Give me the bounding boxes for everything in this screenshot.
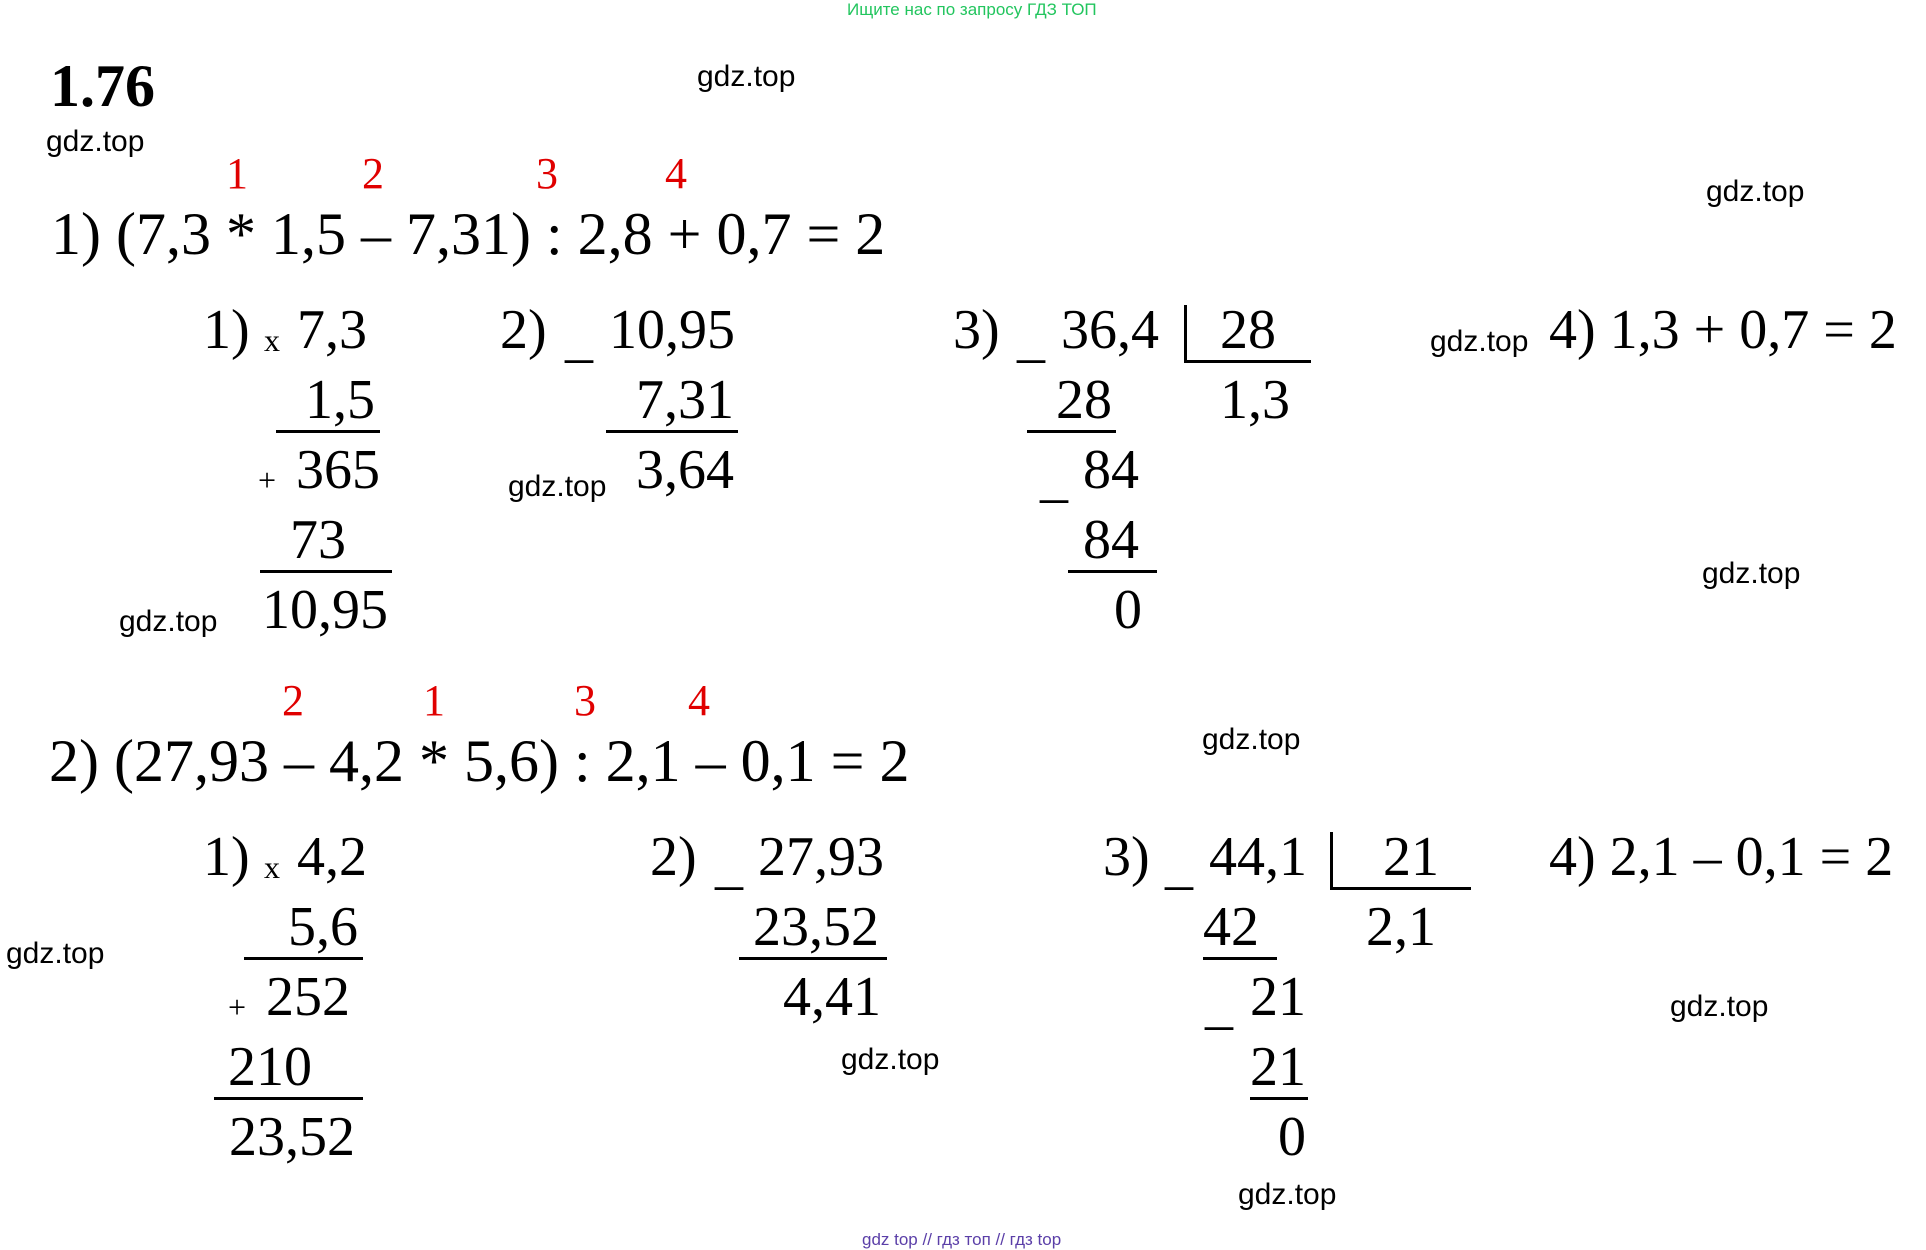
minus-sign: _ (715, 834, 743, 896)
step-4: 4) 1,3 + 0,7 = 2 (1549, 299, 1897, 361)
underline (1027, 430, 1116, 433)
underline (244, 957, 363, 960)
dividend: 36,4 (1061, 299, 1159, 361)
watermark: gdz.top (1706, 175, 1805, 208)
underline (1330, 887, 1471, 890)
division-bar (1330, 832, 1333, 890)
minuend: 10,95 (609, 299, 735, 361)
minus-sign: _ (565, 307, 593, 369)
expression: 1) (7,3 * 1,5 – 7,31) : 2,8 + 0,7 = 2 (51, 201, 886, 267)
underline (214, 1097, 363, 1100)
underline (1203, 957, 1277, 960)
watermark: gdz.top (119, 605, 218, 638)
difference: 3,64 (636, 439, 734, 501)
underline (606, 430, 738, 433)
partial-product: 252 (266, 966, 350, 1028)
plus-sign: + (228, 989, 247, 1025)
partial-product: 73 (290, 509, 346, 571)
step-label: 1) (203, 299, 250, 361)
step-label: 3) (953, 299, 1000, 361)
expression: 2) (27,93 – 4,2 * 5,6) : 2,1 – 0,1 = 2 (49, 728, 910, 794)
multiply-sign: x (264, 322, 280, 358)
order-number: 4 (688, 676, 710, 725)
underline (1068, 570, 1157, 573)
watermark: gdz.top (46, 125, 145, 158)
watermark: gdz.top (1202, 723, 1301, 756)
subtract-value: 21 (1250, 1036, 1306, 1098)
difference: 4,41 (783, 966, 881, 1028)
minus-sign: _ (1205, 974, 1233, 1036)
underline (739, 957, 887, 960)
top-banner: Ищите нас по запросу ГДЗ ТОП (847, 0, 1097, 19)
footer-links: gdz top // гдз топ // гдз top (862, 1230, 1062, 1249)
partial-product: 365 (296, 439, 380, 501)
underline (260, 570, 392, 573)
step-label: 2) (500, 299, 547, 361)
minus-sign: _ (1040, 447, 1068, 509)
remainder: 0 (1278, 1106, 1306, 1168)
factor-2: 1,5 (305, 369, 375, 431)
watermark: gdz.top (697, 60, 796, 93)
order-number: 3 (574, 676, 596, 725)
step-label: 2) (650, 826, 697, 888)
order-number: 3 (536, 149, 558, 198)
subtrahend: 23,52 (753, 896, 879, 958)
partial-product: 210 (228, 1036, 312, 1098)
minuend: 27,93 (758, 826, 884, 888)
underline (1250, 1097, 1308, 1100)
step-4: 4) 2,1 – 0,1 = 2 (1549, 826, 1894, 888)
underline (1184, 360, 1311, 363)
minus-sign: _ (1165, 834, 1193, 896)
quotient: 2,1 (1366, 896, 1436, 958)
multiply-sign: x (264, 849, 280, 885)
underline (276, 430, 380, 433)
product-result: 23,52 (229, 1106, 355, 1168)
step-label: 3) (1103, 826, 1150, 888)
subtrahend: 7,31 (636, 369, 734, 431)
minus-sign: _ (1017, 307, 1045, 369)
dividend: 44,1 (1209, 826, 1307, 888)
watermark: gdz.top (1670, 990, 1769, 1023)
order-number: 2 (362, 149, 384, 198)
remainder: 0 (1114, 579, 1142, 641)
order-number: 1 (226, 149, 248, 198)
divisor: 21 (1383, 826, 1439, 888)
order-number: 1 (423, 676, 445, 725)
watermark: gdz.top (1238, 1178, 1337, 1211)
plus-sign: + (258, 462, 277, 498)
factor-1: 4,2 (297, 826, 367, 888)
watermark: gdz.top (1430, 325, 1529, 358)
subtract-value: 42 (1203, 896, 1259, 958)
watermark: gdz.top (508, 470, 607, 503)
factor-2: 5,6 (288, 896, 358, 958)
remainder: 84 (1083, 439, 1139, 501)
watermark: gdz.top (6, 937, 105, 970)
watermark: gdz.top (841, 1043, 940, 1076)
subtract-value: 84 (1083, 509, 1139, 571)
problem-number: 1.76 (50, 53, 155, 119)
watermark: gdz.top (1702, 557, 1801, 590)
subtract-value: 28 (1056, 369, 1112, 431)
factor-1: 7,3 (297, 299, 367, 361)
divisor: 28 (1220, 299, 1276, 361)
order-number: 4 (665, 149, 687, 198)
step-label: 1) (203, 826, 250, 888)
order-number: 2 (282, 676, 304, 725)
division-bar (1184, 305, 1187, 363)
remainder: 21 (1250, 966, 1306, 1028)
quotient: 1,3 (1220, 369, 1290, 431)
product-result: 10,95 (262, 579, 388, 641)
